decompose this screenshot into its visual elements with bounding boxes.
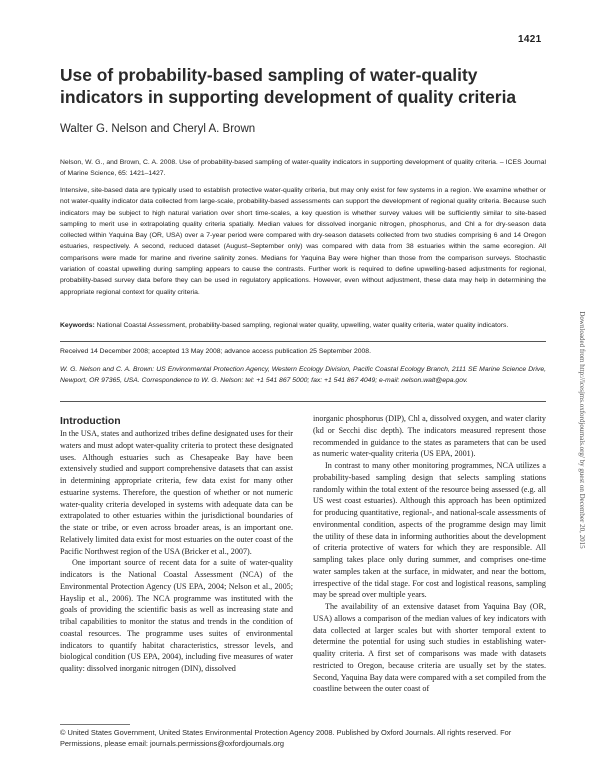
author-affiliation: W. G. Nelson and C. A. Brown: US Environmental Protection Agency, Western Ecology Division, Pacific Coastal Ecology Branch, 2111 SE Marine Science Drive, Newport, OR 97365, USA. Correspondence to W. G. Nelson: tel: +1 541 867 5000; fax: +1 541 867 4049; e-mail: nelson.walt@epa.gov. (60, 366, 546, 385)
citation: Nelson, W. G., and Brown, C. A. 2008. Use of probability-based sampling of water-quality indicators in supporting development of quality criteria. – ICES Journal of Marine Science, 65: 1421–1427. (60, 159, 546, 178)
right-column (313, 413, 546, 695)
abstract: Intensive, site-based data are typically used to establish protective water-quality criteria, but may only exist for few systems in a region. We examine whether or not water-quality indicator data collected from large-scale, probability-based assessments can support the development of regional quality criteria. Because such indicators may be subject to high natural variation over short time-scales, a key question is whether survey values will be sufficiently similar to site-based sampling to merit use in extrapolating quality criteria spatially. Median values for dissolved inorganic nitrogen, phosphorus, and Chl a for dry-season data collected within Yaquina Bay (OR, USA) over a 7-year period were compared with dry-season datasets collected from two studies comprising 6 and 14 Oregon estuaries, respectively. A second, reduced dataset (August–September only) was compared with data from 38 estuaries within the same ecoregion. All comparisons were made for marine and riverine salinity zones. Medians for Yaquina Bay were higher than those from the comparison surveys. Stochastic variation of coastal upwelling during sampling appears to cause the contrasts. Further work is required to define upwelling-based adjustments for regional, probability-based survey data before they can be used in regulatory applications. However, even without adjustment, these data may help in determining the appropriate regional context for quality criteria. (60, 187, 546, 296)
paragraph: The availability of an extensive dataset from Yaquina Bay (OR, USA) allows a comparison of the median values of key indicators with data collected at larger scales but with shorter temporal extent to determine the potential for using such studies in establishing water-quality criteria. A first set of comparisons was made with datasets restricted to Oregon, because criteria are usually set by the states. Second, Yaquina Bay data were compared with a set compiled from the coastline between the outer coast of (313, 602, 546, 694)
paragraph: One important source of recent data for a suite of water-quality indicators is the National Coastal Assessment (NCA) of the Environmental Protection Agency (US EPA, 2004; Nelson et al., 2005; Hayslip et al., 2006). The NCA programme was instituted with the goals of providing the scientific basis as well as increasing state and tribal capabilities to monitor the status and trends in the condition of coastal resources. The programme uses suites of environmental indicators to quantify habitat characteristics, stressor levels, and biological condition (US EPA, 2004), including five measures of water quality: dissolved inorganic nitrogen (DIN), dissolved (60, 558, 293, 673)
paragraph: In contrast to many other monitoring programmes, NCA utilizes a probability-based sampling design that selects sampling stations randomly within the total extent of the resource being assessed (e.g. all US west coast estuaries). Although this approach has been optimized for producing quantitative, regional-, and national-scale assessments of environmental condition, aspects of the programme design may limit the utility of these data in informing authorities about the development of criteria protective of waters for which they are responsible. All sampling takes place only during summer, and comprises one-time water samples taken at the surface, in midwater, and near the bottom, irrespective of the tidal stage. For cost and logistical reasons, sampling may be spread over multiple years. (313, 461, 546, 600)
article-title: Use of probability-based sampling of water-quality indicators in supporting development of quality criteria (60, 65, 517, 107)
page-number: 1421 (518, 34, 542, 45)
section-heading-introduction: Introduction (60, 416, 121, 427)
footnote-rule (60, 724, 130, 725)
keywords-text: National Coastal Assessment, probability-based sampling, regional water quality, upwelling, water quality criteria, water quality indicators. (96, 322, 509, 329)
paragraph: In the USA, states and authorized tribes define designated uses for their waters and must adopt water-quality criteria to protect these designated uses. Although estuaries such as Chesapeake Bay have been extensively studied and support comprehensive datasets that can assist in determining appropriate criteria, few data exist for many other estuarine systems. Therefore, the question of whether or not numeric water-quality criteria developed in systems with adequate data can be extrapolated to other estuaries within the jurisdictional boundaries of the state or tribe, or even across broader areas, is an important one. Relatively limited data exist for most estuaries on the outer coast of the Pacific Northwest region of the USA (Bricker et al., 2007). (60, 429, 293, 556)
left-column (60, 416, 293, 675)
copyright-footnote: © United States Government, United States Environmental Protection Agency 2008. Published by Oxford Journals. All rights reserved. For Permissions, please email: journals.permissions@oxfordjournals.org (60, 728, 512, 748)
download-watermark: Downloaded from http://icesjms.oxfordjournals.org/ by guest on December 20, 2015 (578, 311, 586, 549)
paragraph: inorganic phosphorus (DIP), Chl a, dissolved oxygen, and water clarity (kd or Secchi disc depth). The indicators measured represent those recommended in guidance to the states as parameters that can be used as numeric water-quality criteria (US EPA, 2001). (313, 414, 546, 459)
divider (60, 401, 546, 402)
keywords (60, 320, 546, 331)
authors: Walter G. Nelson and Cheryl A. Brown (60, 123, 256, 135)
keywords-label: Keywords: (60, 322, 95, 329)
divider (60, 341, 546, 342)
received-dates: Received 14 December 2008; accepted 13 May 2008; advance access publication 25 September 2008. (60, 348, 371, 355)
